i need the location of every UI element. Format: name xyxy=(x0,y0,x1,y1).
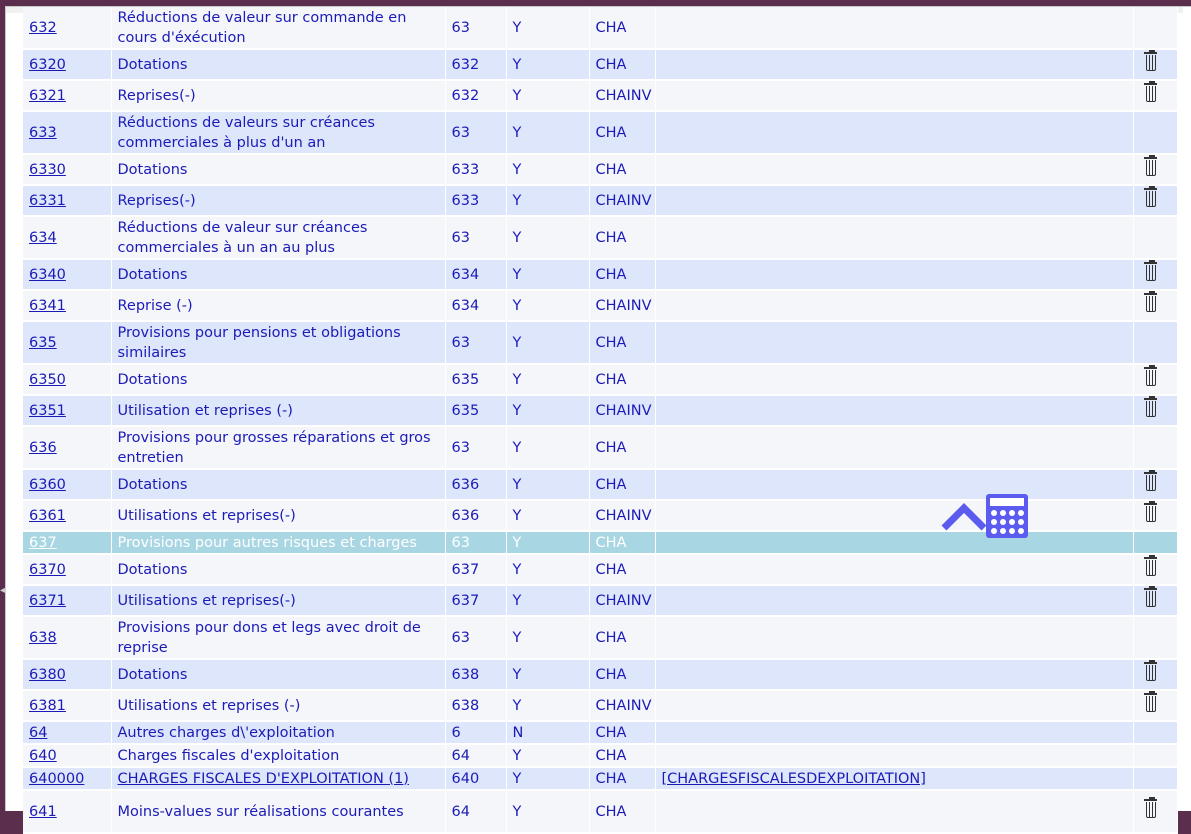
mapping-cell xyxy=(655,259,1133,290)
actions-cell xyxy=(1133,7,1177,49)
account-label: Utilisations et reprises(-) xyxy=(117,592,296,609)
account-code-link[interactable]: 632 xyxy=(29,19,57,36)
parent-account-cell: 6 xyxy=(445,721,506,744)
actions-cell xyxy=(1133,426,1177,469)
table-row[interactable] xyxy=(23,395,1177,426)
actions-cell xyxy=(1133,185,1177,216)
trash-icon[interactable] xyxy=(1146,191,1156,207)
actions-cell xyxy=(1133,531,1177,554)
table-row[interactable] xyxy=(23,290,1177,321)
parent-account-cell: 633 xyxy=(445,185,506,216)
active-flag-cell: Y xyxy=(506,554,589,585)
account-label[interactable]: CHARGES FISCALES D'EXPLOITATION (1) xyxy=(117,770,409,787)
trash-icon[interactable] xyxy=(1146,475,1156,491)
account-label: Moins-values sur réalisations courantes xyxy=(117,803,404,820)
parent-account-cell: 634 xyxy=(445,290,506,321)
account-label-cell xyxy=(111,659,445,690)
account-type-cell: CHA xyxy=(589,554,655,585)
active-flag-cell: Y xyxy=(506,659,589,690)
account-type-cell: CHA xyxy=(589,321,655,364)
account-code-cell xyxy=(23,469,111,500)
account-code-link[interactable]: 6341 xyxy=(29,297,66,314)
active-flag-cell: Y xyxy=(506,426,589,469)
account-label-cell xyxy=(111,395,445,426)
trash-icon[interactable] xyxy=(1146,560,1156,576)
table-row[interactable] xyxy=(23,185,1177,216)
mapping-cell xyxy=(655,154,1133,185)
account-label-cell xyxy=(111,744,445,767)
account-type-cell: CHAINV xyxy=(589,690,655,721)
table-row[interactable] xyxy=(23,321,1177,364)
account-label-cell xyxy=(111,321,445,364)
account-label: Utilisations et reprises(-) xyxy=(117,507,296,524)
account-type-cell: CHA xyxy=(589,744,655,767)
table-row[interactable] xyxy=(23,721,1177,744)
actions-cell xyxy=(1133,744,1177,767)
account-label: Réductions de valeur sur créances commerciales à un an au plus xyxy=(117,219,368,256)
account-code-link[interactable]: 6370 xyxy=(29,561,66,578)
calculator-icon[interactable] xyxy=(986,494,1028,538)
account-code-cell xyxy=(23,7,111,49)
active-flag-cell: Y xyxy=(506,500,589,531)
actions-cell xyxy=(1133,616,1177,659)
account-code-cell xyxy=(23,364,111,395)
mapping-cell xyxy=(655,395,1133,426)
account-code-link[interactable]: 640000 xyxy=(29,770,85,787)
account-type-cell: CHA xyxy=(589,216,655,259)
account-code-cell xyxy=(23,185,111,216)
actions-cell xyxy=(1133,395,1177,426)
account-code-cell xyxy=(23,659,111,690)
actions-cell xyxy=(1133,364,1177,395)
account-label-cell xyxy=(111,290,445,321)
active-flag-cell: Y xyxy=(506,469,589,500)
parent-account-cell: 635 xyxy=(445,395,506,426)
actions-cell xyxy=(1133,767,1177,790)
accounts-table xyxy=(23,7,1178,834)
trash-icon[interactable] xyxy=(1146,506,1156,522)
parent-account-cell: 63 xyxy=(445,531,506,554)
arrow-up-icon[interactable] xyxy=(940,500,988,532)
active-flag-cell: Y xyxy=(506,49,589,80)
trash-icon[interactable] xyxy=(1146,696,1156,712)
account-label: Charges fiscales d'exploitation xyxy=(117,747,340,764)
table-row[interactable] xyxy=(23,111,1177,154)
account-label: Autres charges d\'exploitation xyxy=(117,724,335,741)
parent-account-cell: 636 xyxy=(445,500,506,531)
mapping-cell xyxy=(655,721,1133,744)
active-flag-cell: Y xyxy=(506,690,589,721)
account-code-cell xyxy=(23,721,111,744)
account-type-cell: CHAINV xyxy=(589,80,655,111)
account-code-link[interactable]: 6360 xyxy=(29,476,66,493)
accounts-table-body xyxy=(23,7,1177,833)
mapping-cell xyxy=(655,585,1133,616)
account-label-cell xyxy=(111,690,445,721)
active-flag-cell: N xyxy=(506,721,589,744)
account-label-cell xyxy=(111,767,445,790)
mapping-cell xyxy=(655,49,1133,80)
account-label-cell xyxy=(111,111,445,154)
account-label: Dotations xyxy=(117,266,188,283)
table-row[interactable] xyxy=(23,7,1177,49)
collapse-handle-icon[interactable]: ◂ xyxy=(0,585,6,596)
account-label-cell xyxy=(111,500,445,531)
account-label-cell xyxy=(111,585,445,616)
parent-account-cell: 638 xyxy=(445,659,506,690)
account-code-link[interactable]: 633 xyxy=(29,124,57,141)
account-label-cell xyxy=(111,554,445,585)
account-code-link[interactable]: 6361 xyxy=(29,507,66,524)
account-label-cell xyxy=(111,259,445,290)
mapping-cell xyxy=(655,616,1133,659)
account-label-cell xyxy=(111,80,445,111)
account-label-cell xyxy=(111,426,445,469)
account-label: Dotations xyxy=(117,561,188,578)
mapping-cell xyxy=(655,111,1133,154)
account-code-cell xyxy=(23,500,111,531)
account-code-link[interactable]: 6380 xyxy=(29,666,66,683)
account-code-cell xyxy=(23,767,111,790)
account-code-cell xyxy=(23,395,111,426)
active-flag-cell: Y xyxy=(506,154,589,185)
actions-cell xyxy=(1133,585,1177,616)
account-type-cell: CHA xyxy=(589,790,655,833)
account-label-cell xyxy=(111,364,445,395)
table-row[interactable] xyxy=(23,790,1177,833)
table-row[interactable] xyxy=(23,767,1177,790)
table-row[interactable] xyxy=(23,744,1177,767)
trash-icon[interactable] xyxy=(1146,160,1156,176)
account-label: Reprises(-) xyxy=(117,87,196,104)
actions-cell xyxy=(1133,500,1177,531)
actions-cell xyxy=(1133,290,1177,321)
account-type-cell: CHA xyxy=(589,49,655,80)
parent-account-cell: 633 xyxy=(445,154,506,185)
active-flag-cell: Y xyxy=(506,531,589,554)
trash-icon[interactable] xyxy=(1146,591,1156,607)
mapping-cell xyxy=(655,744,1133,767)
account-type-cell: CHA xyxy=(589,426,655,469)
actions-cell xyxy=(1133,216,1177,259)
account-code-cell xyxy=(23,790,111,833)
account-label: Provisions pour autres risques et charges xyxy=(117,534,417,551)
actions-cell xyxy=(1133,154,1177,185)
trash-icon[interactable] xyxy=(1146,296,1156,312)
active-flag-cell: Y xyxy=(506,7,589,49)
active-flag-cell: Y xyxy=(506,364,589,395)
active-flag-cell: Y xyxy=(506,744,589,767)
account-type-cell: CHA xyxy=(589,469,655,500)
parent-account-cell: 64 xyxy=(445,744,506,767)
mapping-cell xyxy=(655,554,1133,585)
trash-icon[interactable] xyxy=(1146,370,1156,386)
floating-tools xyxy=(940,494,1032,542)
account-type-cell: CHA xyxy=(589,364,655,395)
trash-icon[interactable] xyxy=(1146,401,1156,417)
actions-cell xyxy=(1133,721,1177,744)
account-code-link[interactable]: 634 xyxy=(29,229,57,246)
account-code-link[interactable]: 640 xyxy=(29,747,57,764)
account-label: Provisions pour dons et legs avec droit de reprise xyxy=(117,619,421,656)
active-flag-cell: Y xyxy=(506,616,589,659)
active-flag-cell: Y xyxy=(506,321,589,364)
account-code-cell xyxy=(23,690,111,721)
mapping-cell xyxy=(655,469,1133,500)
account-type-cell: CHA xyxy=(589,259,655,290)
account-code-link[interactable]: 6340 xyxy=(29,266,66,283)
account-label: Dotations xyxy=(117,666,188,683)
parent-account-cell: 637 xyxy=(445,554,506,585)
actions-cell xyxy=(1133,554,1177,585)
actions-cell xyxy=(1133,659,1177,690)
account-type-cell: CHA xyxy=(589,531,655,554)
account-type-cell: CHA xyxy=(589,7,655,49)
account-label-cell xyxy=(111,154,445,185)
account-list-panel xyxy=(5,6,1191,820)
table-row[interactable] xyxy=(23,659,1177,690)
actions-cell xyxy=(1133,259,1177,290)
account-code-cell xyxy=(23,49,111,80)
parent-account-cell: 632 xyxy=(445,80,506,111)
account-code-link[interactable]: 636 xyxy=(29,439,57,456)
parent-account-cell: 63 xyxy=(445,111,506,154)
table-row[interactable] xyxy=(23,616,1177,659)
active-flag-cell: Y xyxy=(506,395,589,426)
account-code-link[interactable]: 635 xyxy=(29,334,57,351)
account-code-cell xyxy=(23,585,111,616)
account-label: Reprise (-) xyxy=(117,297,193,314)
account-type-cell: CHAINV xyxy=(589,290,655,321)
parent-account-cell: 63 xyxy=(445,321,506,364)
parent-account-cell: 64 xyxy=(445,790,506,833)
account-label: Dotations xyxy=(117,56,188,73)
trash-icon[interactable] xyxy=(1146,802,1156,818)
mapping-cell xyxy=(655,690,1133,721)
mapping-cell xyxy=(655,659,1133,690)
account-label: Réductions de valeurs sur créances commerciales à plus d'un an xyxy=(117,114,375,151)
parent-account-cell: 638 xyxy=(445,690,506,721)
active-flag-cell: Y xyxy=(506,111,589,154)
mapping-cell xyxy=(655,767,1133,790)
account-type-cell: CHAINV xyxy=(589,185,655,216)
mapping-cell xyxy=(655,7,1133,49)
active-flag-cell: Y xyxy=(506,790,589,833)
active-flag-cell: Y xyxy=(506,216,589,259)
account-type-cell: CHA xyxy=(589,767,655,790)
account-code-cell xyxy=(23,290,111,321)
account-label-cell xyxy=(111,469,445,500)
actions-cell xyxy=(1133,80,1177,111)
account-code-link[interactable]: 641 xyxy=(29,803,57,820)
account-label-cell xyxy=(111,531,445,554)
account-code-link[interactable]: 6321 xyxy=(29,87,66,104)
account-type-cell: CHA xyxy=(589,616,655,659)
account-code-link[interactable]: 6331 xyxy=(29,192,66,209)
account-label-cell xyxy=(111,49,445,80)
account-label-cell xyxy=(111,185,445,216)
table-row[interactable] xyxy=(23,364,1177,395)
account-label-cell xyxy=(111,216,445,259)
mapping-cell xyxy=(655,500,1133,531)
mapping-cell xyxy=(655,80,1133,111)
actions-cell xyxy=(1133,790,1177,833)
account-code-cell xyxy=(23,259,111,290)
account-code-link[interactable]: 638 xyxy=(29,629,57,646)
account-code-cell xyxy=(23,616,111,659)
account-type-cell: CHAINV xyxy=(589,395,655,426)
mapping-cell xyxy=(655,426,1133,469)
account-label: Dotations xyxy=(117,371,188,388)
active-flag-cell: Y xyxy=(506,80,589,111)
mapping-cell xyxy=(655,216,1133,259)
account-code-link[interactable]: 6350 xyxy=(29,371,66,388)
parent-account-cell: 63 xyxy=(445,426,506,469)
active-flag-cell: Y xyxy=(506,767,589,790)
parent-account-cell: 63 xyxy=(445,7,506,49)
account-code-cell xyxy=(23,744,111,767)
parent-account-cell: 634 xyxy=(445,259,506,290)
account-label-cell xyxy=(111,790,445,833)
account-type-cell: CHAINV xyxy=(589,585,655,616)
table-row[interactable] xyxy=(23,585,1177,616)
mapping-cell xyxy=(655,185,1133,216)
account-label: Provisions pour grosses réparations et gros entretien xyxy=(117,429,431,466)
account-label-cell xyxy=(111,7,445,49)
account-label: Dotations xyxy=(117,476,188,493)
account-code-cell xyxy=(23,554,111,585)
account-label: Utilisations et reprises (-) xyxy=(117,697,301,714)
parent-account-cell: 637 xyxy=(445,585,506,616)
table-row[interactable] xyxy=(23,80,1177,111)
account-code-link[interactable]: 6381 xyxy=(29,697,66,714)
account-label: Réductions de valeur sur commande en cours d'éxécution xyxy=(117,9,407,46)
account-code-cell xyxy=(23,216,111,259)
parent-account-cell: 63 xyxy=(445,216,506,259)
active-flag-cell: Y xyxy=(506,290,589,321)
account-label: Provisions pour pensions et obligations similaires xyxy=(117,324,401,361)
parent-account-cell: 640 xyxy=(445,767,506,790)
account-label: Reprises(-) xyxy=(117,192,196,209)
active-flag-cell: Y xyxy=(506,185,589,216)
mapping-cell xyxy=(655,290,1133,321)
mapping-cell xyxy=(655,531,1133,554)
actions-cell xyxy=(1133,49,1177,80)
mapping-cell xyxy=(655,321,1133,364)
account-code-link[interactable]: 6330 xyxy=(29,161,66,178)
account-type-cell: CHA xyxy=(589,659,655,690)
table-row[interactable] xyxy=(23,690,1177,721)
account-label: Dotations xyxy=(117,161,188,178)
scrollbar[interactable] xyxy=(1183,7,1191,811)
account-label-cell xyxy=(111,721,445,744)
actions-cell xyxy=(1133,321,1177,364)
account-type-cell: CHA xyxy=(589,154,655,185)
account-type-cell: CHA xyxy=(589,721,655,744)
trash-icon[interactable] xyxy=(1146,86,1156,102)
parent-account-cell: 63 xyxy=(445,616,506,659)
trash-icon[interactable] xyxy=(1146,55,1156,71)
table-row[interactable] xyxy=(23,154,1177,185)
account-code-cell xyxy=(23,426,111,469)
mapping-cell xyxy=(655,364,1133,395)
account-type-cell: CHAINV xyxy=(589,500,655,531)
actions-cell xyxy=(1133,469,1177,500)
table-row[interactable] xyxy=(23,259,1177,290)
active-flag-cell: Y xyxy=(506,585,589,616)
account-code-cell xyxy=(23,111,111,154)
parent-account-cell: 636 xyxy=(445,469,506,500)
active-flag-cell: Y xyxy=(506,259,589,290)
account-type-cell: CHA xyxy=(589,111,655,154)
mapping-link[interactable]: [CHARGESFISCALESDEXPLOITATION] xyxy=(661,770,926,787)
account-code-link[interactable]: 6351 xyxy=(29,402,66,419)
mapping-cell xyxy=(655,790,1133,833)
parent-account-cell: 635 xyxy=(445,364,506,395)
account-code-cell xyxy=(23,154,111,185)
account-label: Utilisation et reprises (-) xyxy=(117,402,293,419)
trash-icon[interactable] xyxy=(1146,665,1156,681)
table-row[interactable] xyxy=(23,554,1177,585)
account-label-cell xyxy=(111,616,445,659)
table-row[interactable] xyxy=(23,216,1177,259)
account-code-cell xyxy=(23,531,111,554)
actions-cell xyxy=(1133,111,1177,154)
account-code-link[interactable]: 64 xyxy=(29,724,48,741)
account-code-cell xyxy=(23,80,111,111)
parent-account-cell: 632 xyxy=(445,49,506,80)
trash-icon[interactable] xyxy=(1146,265,1156,281)
accounts-table-wrapper xyxy=(23,7,1177,834)
account-code-link[interactable]: 6371 xyxy=(29,592,66,609)
account-code-link[interactable]: 637 xyxy=(29,534,57,551)
table-row[interactable] xyxy=(23,49,1177,80)
actions-cell xyxy=(1133,690,1177,721)
table-row[interactable] xyxy=(23,426,1177,469)
account-code-cell xyxy=(23,321,111,364)
account-code-link[interactable]: 6320 xyxy=(29,56,66,73)
